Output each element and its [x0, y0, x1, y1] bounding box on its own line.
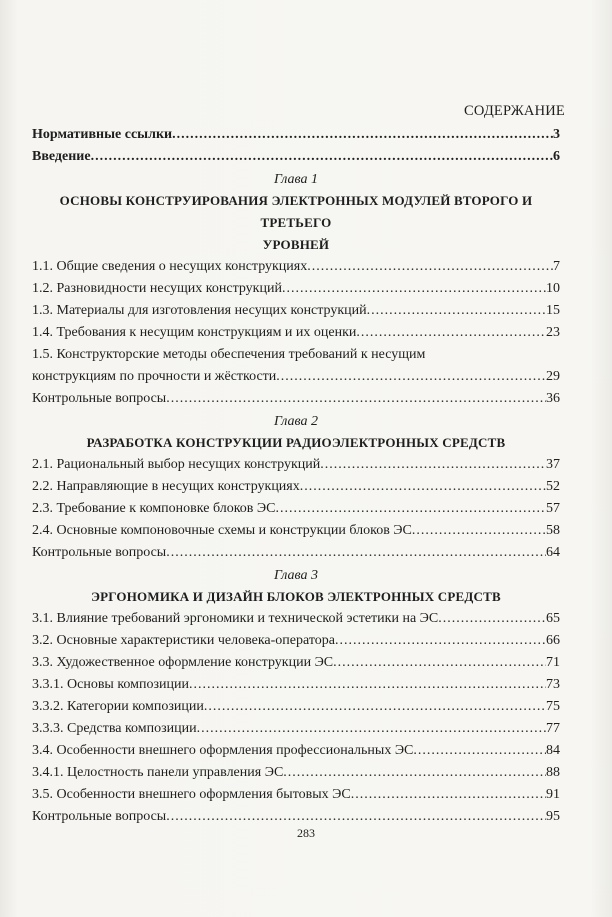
toc-entry-page: 64	[546, 545, 560, 560]
toc-entry-normative-refs	[32, 124, 560, 146]
toc-entry-text: 2.3. Требование к компоновке блоков ЭС	[32, 501, 276, 516]
toc-entry-review-questions	[32, 806, 560, 828]
toc-entry-text: 3.4. Особенности внешнего оформления профессиональных ЭС	[32, 743, 414, 758]
toc-entry-text: Контрольные вопросы	[32, 545, 167, 560]
dot-leader	[197, 718, 546, 740]
toc-entry-text: 3.3.2. Категории композиции	[32, 699, 204, 714]
toc-entry-page: 95	[546, 809, 560, 824]
dot-leader	[307, 256, 553, 278]
toc-entry	[32, 652, 560, 674]
toc-entry-introduction	[32, 146, 560, 168]
toc-entry-text: 2.4. Основные компоновочные схемы и конструкции блоков ЭС	[32, 523, 412, 538]
toc-entry	[32, 366, 560, 388]
toc-entry-text: 3.5. Особенности внешнего оформления бытовых ЭС	[32, 787, 351, 802]
toc-entry	[32, 762, 560, 784]
toc-entry-text: 1.3. Материалы для изготовления несущих конструкций	[32, 303, 367, 318]
dot-leader	[320, 454, 546, 476]
toc-entry-text: 3.3. Художественное оформление конструкции ЭС	[32, 655, 334, 670]
toc-entry-page: 84	[546, 743, 560, 758]
dot-leader	[276, 366, 546, 388]
dot-leader	[367, 300, 546, 322]
dot-leader	[166, 542, 546, 564]
toc-entry-page: 88	[546, 765, 560, 780]
chapter-label: Глава 1	[274, 172, 318, 187]
page-number: 283	[297, 826, 315, 840]
dot-leader	[282, 278, 546, 300]
dot-leader	[335, 630, 546, 652]
toc-entry-wrapped-line: 1.5. Конструкторские методы обеспечения требований к несущим	[32, 347, 426, 362]
toc-entry-page: 3	[553, 127, 560, 142]
dot-leader	[166, 806, 546, 828]
dot-leader	[91, 146, 553, 168]
toc-entry-page: 23	[546, 325, 560, 340]
toc-entry-page: 7	[553, 259, 560, 274]
toc-entry	[32, 674, 560, 696]
toc-entry-page: 6	[553, 149, 560, 164]
toc-entry-text: Нормативные ссылки	[32, 127, 173, 142]
chapter-title	[32, 190, 560, 256]
chapter-label: Глава 3	[274, 568, 318, 583]
toc-entry-text: 3.2. Основные характеристики человека-оператора	[32, 633, 335, 648]
toc-entry-review-questions	[32, 388, 560, 410]
toc-entry-page: 73	[546, 677, 560, 692]
chapter-label: Глава 2	[274, 414, 318, 429]
toc-entry	[32, 784, 560, 806]
toc-entry	[32, 300, 560, 322]
dot-leader	[413, 740, 546, 762]
toc-entry-text: 1.2. Разновидности несущих конструкций	[32, 281, 282, 296]
dot-leader	[333, 652, 546, 674]
toc-entry-page: 66	[546, 633, 560, 648]
page-title: СОДЕРЖАНИЕ	[464, 103, 565, 119]
chapter-title: ЭРГОНОМИКА И ДИЗАЙН БЛОКОВ ЭЛЕКТРОННЫХ СРЕДСТВ	[91, 589, 501, 604]
toc-entry-text: конструкциям по прочности и жёсткости	[32, 369, 277, 384]
toc-entry	[32, 718, 560, 740]
toc-entry-page: 10	[546, 281, 560, 296]
toc-entry-text: Контрольные вопросы	[32, 809, 167, 824]
toc-entry-page: 71	[546, 655, 560, 670]
toc-entry	[32, 476, 560, 498]
toc-entry-text: 3.3.3. Средства композиции	[32, 721, 197, 736]
toc-entry	[32, 608, 560, 630]
toc-entry	[32, 278, 560, 300]
chapter-title-line: УРОВНЕЙ	[262, 237, 330, 252]
toc-entry	[32, 256, 560, 278]
toc-entry	[32, 322, 560, 344]
toc-entry-page: 57	[546, 501, 560, 516]
dot-leader	[356, 322, 546, 344]
toc-entry-text: 3.4.1. Целостность панели управления ЭС	[32, 765, 284, 780]
toc-entry-text: Контрольные вопросы	[32, 391, 167, 406]
table-of-contents	[32, 124, 560, 828]
dot-leader	[189, 674, 546, 696]
dot-leader	[204, 696, 546, 718]
dot-leader	[300, 476, 546, 498]
toc-entry-text: 2.2. Направляющие в несущих конструкциях	[32, 479, 300, 494]
dot-leader	[275, 498, 546, 520]
toc-entry-page: 65	[546, 611, 560, 626]
toc-entry	[32, 454, 560, 476]
toc-entry-page: 52	[546, 479, 560, 494]
dot-leader	[412, 520, 546, 542]
chapter-title-line: ОСНОВЫ КОНСТРУИРОВАНИЯ ЭЛЕКТРОННЫХ МОДУЛЕЙ ВТОРОГО И ТРЕТЬЕГО	[59, 193, 533, 230]
dot-leader	[172, 124, 553, 146]
toc-entry-page: 77	[546, 721, 560, 736]
toc-entry	[32, 520, 560, 542]
dot-leader	[283, 762, 546, 784]
toc-entry-page: 36	[546, 391, 560, 406]
dot-leader	[351, 784, 546, 806]
dot-leader	[166, 388, 546, 410]
dot-leader	[438, 608, 546, 630]
toc-entry-page: 37	[546, 457, 560, 472]
toc-entry-text: Введение	[32, 149, 91, 164]
toc-entry-text: 3.3.1. Основы композиции	[32, 677, 190, 692]
toc-entry-text: 1.1. Общие сведения о несущих конструкциях	[32, 259, 308, 274]
toc-entry	[32, 696, 560, 718]
toc-entry-page: 91	[546, 787, 560, 802]
toc-entry	[32, 498, 560, 520]
toc-entry-text: 1.4. Требования к несущим конструкциям и их оценки	[32, 325, 357, 340]
toc-entry-page: 29	[546, 369, 560, 384]
toc-entry	[32, 740, 560, 762]
toc-entry-review-questions	[32, 542, 560, 564]
toc-entry	[32, 630, 560, 652]
toc-entry-text: 2.1. Рациональный выбор несущих конструкций	[32, 457, 321, 472]
toc-entry-page: 75	[546, 699, 560, 714]
chapter-title: РАЗРАБОТКА КОНСТРУКЦИИ РАДИОЭЛЕКТРОННЫХ СРЕДСТВ	[86, 435, 506, 450]
toc-entry-text: 3.1. Влияние требований эргономики и технической эстетики на ЭС	[32, 611, 439, 626]
toc-entry-page: 58	[546, 523, 560, 538]
toc-entry-page: 15	[546, 303, 560, 318]
